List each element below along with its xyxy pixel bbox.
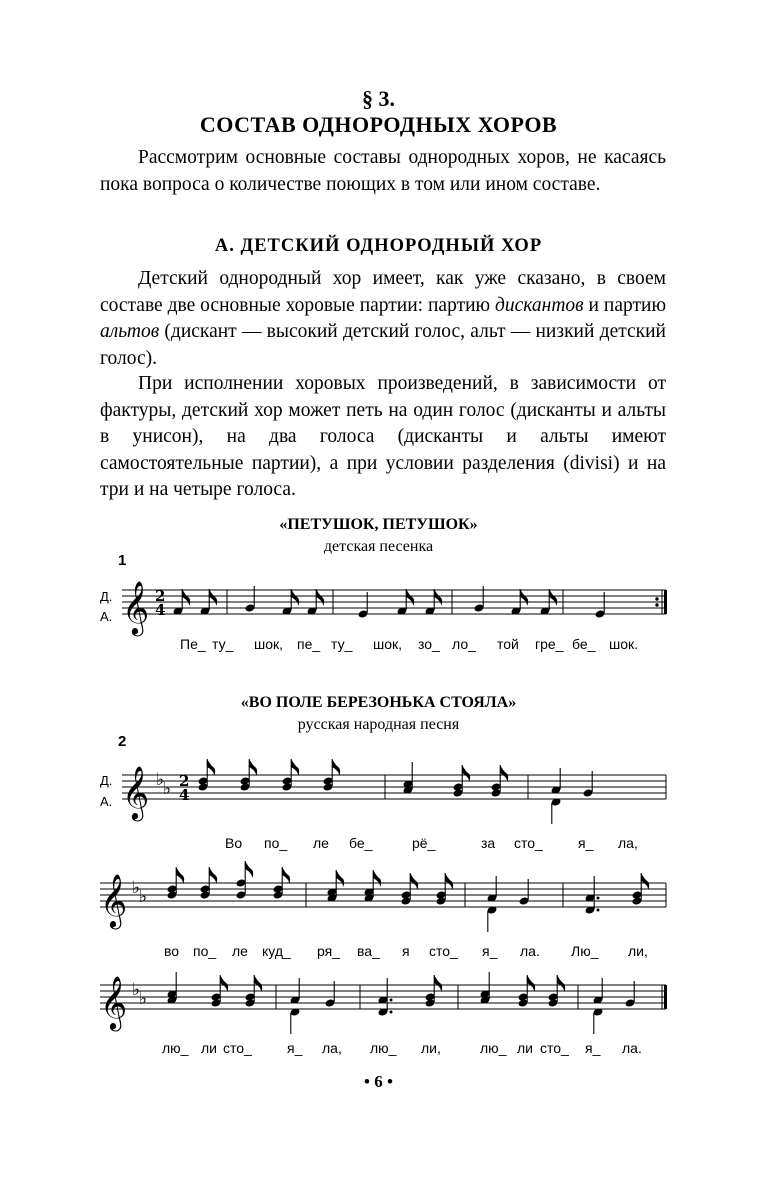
- lyric: ла.: [520, 943, 540, 959]
- lyric: лю_: [162, 1040, 189, 1056]
- voice-label-d: Д.: [100, 589, 113, 604]
- treble-clef-icon: 𝄞: [100, 975, 128, 1029]
- section-title: СОСТАВ ОДНОРОДНЫХ ХОРОВ: [199, 112, 558, 137]
- treble-clef-icon: 𝄞: [122, 765, 150, 819]
- time-signature: 4: [179, 786, 190, 804]
- lyric: Во: [225, 835, 243, 851]
- voice-label-a: А.: [100, 609, 113, 624]
- lyric: лю_: [370, 1040, 397, 1056]
- note-flag: [500, 765, 508, 782]
- treble-clef-icon: 𝄞: [122, 580, 150, 634]
- repeat-dot: [655, 597, 658, 600]
- lyric: ту_: [212, 636, 234, 652]
- augmentation-dot: [390, 999, 393, 1002]
- term-alto: альтов: [100, 321, 160, 342]
- example-1-title: «ПЕТУШОК, ПЕТУШОК»: [279, 516, 478, 533]
- lyric: сто_: [514, 835, 543, 851]
- note-flag: [220, 975, 228, 992]
- note-flag: [520, 589, 528, 606]
- note-flag: [434, 975, 442, 992]
- note-flag: [209, 589, 217, 606]
- note-flag: [641, 873, 649, 890]
- lyric: ва_: [357, 943, 380, 959]
- lyric: зо_: [418, 636, 440, 652]
- note-flag: [373, 870, 381, 887]
- lyric: ле: [232, 943, 248, 959]
- repeat-dot: [655, 603, 658, 606]
- flat-sign: ♭: [156, 770, 165, 790]
- example-1-number: 1: [118, 552, 127, 569]
- note-flag: [557, 975, 565, 992]
- note-flag: [549, 589, 557, 606]
- note-flag: [291, 589, 299, 606]
- augmentation-dot: [597, 897, 600, 900]
- note-flag: [245, 861, 253, 878]
- time-signature: 2: [155, 587, 166, 605]
- note-flag: [282, 867, 290, 884]
- lyric: ла,: [322, 1040, 342, 1056]
- lyric: за: [481, 835, 496, 851]
- lyric: пе_: [297, 636, 321, 652]
- lyric: я: [402, 943, 410, 959]
- term-discant: дискантов: [495, 294, 584, 316]
- lyric: шок.: [609, 636, 639, 652]
- intro-text: Рассмотрим основные составы однородных хоров, не касаясь пока вопроса о количестве поющих в том или ином составе.: [100, 147, 666, 195]
- lyric: сто_: [429, 943, 458, 959]
- lyric: ли: [201, 1040, 217, 1056]
- section-number: § 3.: [362, 86, 395, 111]
- note-flag: [445, 873, 453, 890]
- example-1-subtitle: детская песенка: [323, 538, 434, 555]
- lyric: во: [164, 943, 180, 959]
- lyric: ли,: [421, 1040, 441, 1056]
- lyric: бе_: [349, 835, 373, 851]
- lyric: куд_: [262, 943, 291, 959]
- note-flag: [209, 867, 217, 884]
- lyric: Лю_: [571, 943, 599, 959]
- time-signature: 4: [155, 601, 166, 619]
- subsection-title: А. ДЕТСКИЙ ОДНОРОДНЫЙ ХОР: [214, 236, 543, 256]
- flat-sign: ♭: [139, 989, 148, 1009]
- note-flag: [332, 759, 340, 776]
- note-flag: [406, 589, 414, 606]
- paragraph-2: При исполнении хоровых произведений, в зависимости от фактуры, детский хор может петь на один голос (дисканты и альты в унисон), на два голоса (дисканты и альты имеют самостоятельные партии), а при условии разделения (divisi) и на три и на четыре голоса.: [100, 373, 666, 500]
- note-flag: [336, 870, 344, 887]
- paragraph-1: Детский однородный хор имеет, как уже сказано, в своем составе две основные хоровые партии: партию дискантов и партию альтов (дискант — высокий детский голос, альт — низкий детский голос).: [100, 268, 667, 369]
- lyric: я_: [578, 835, 594, 851]
- lyric: рё_: [412, 835, 436, 851]
- lyric: я_: [482, 943, 498, 959]
- lyric: шок,: [373, 636, 403, 652]
- lyric: ря_: [317, 943, 340, 959]
- lyric: ло_: [452, 636, 476, 652]
- example-2-title: «ВО ПОЛЕ БЕРЕЗОНЬКА СТОЯЛА»: [240, 694, 517, 711]
- lyric: шок,: [254, 636, 284, 652]
- lyric: той: [497, 636, 519, 652]
- voice-label-d: Д.: [100, 773, 113, 788]
- lyric: ле: [313, 835, 329, 851]
- treble-clef-icon: 𝄞: [100, 873, 128, 927]
- note-flag: [249, 759, 257, 776]
- lyric: ту_: [331, 636, 353, 652]
- lyric: ла.: [622, 1040, 642, 1056]
- note-flag: [316, 589, 324, 606]
- augmentation-dot: [390, 1011, 393, 1014]
- page-number: • 6 •: [364, 1072, 393, 1091]
- lyric: я_: [585, 1040, 601, 1056]
- lyric: ли: [517, 1040, 533, 1056]
- lyric: ли,: [628, 943, 648, 959]
- note-flag: [434, 589, 442, 606]
- voice-label-a: А.: [100, 794, 113, 809]
- note-flag: [527, 975, 535, 992]
- lyric: гре_: [535, 636, 564, 652]
- note-flag: [410, 873, 418, 890]
- lyric: бе_: [572, 636, 596, 652]
- example-2-subtitle: русская народная песня: [297, 716, 460, 733]
- note-flag: [176, 867, 184, 884]
- lyric: ла,: [618, 835, 638, 851]
- lyric: я_: [287, 1040, 303, 1056]
- note-flag: [207, 759, 215, 776]
- time-signature: 2: [179, 772, 190, 790]
- note-flag: [254, 975, 262, 992]
- final-bar-line: [664, 985, 667, 1009]
- example-2-number: 2: [118, 733, 127, 750]
- lyric: по_: [264, 835, 288, 851]
- lyric: сто_: [223, 1040, 252, 1056]
- augmentation-dot: [597, 909, 600, 912]
- flat-sign: ♭: [132, 878, 141, 898]
- flat-sign: ♭: [139, 887, 148, 907]
- note-flag: [462, 765, 470, 782]
- note-flag: [291, 759, 299, 776]
- flat-sign: ♭: [132, 980, 141, 1000]
- lyric: лю_: [480, 1040, 507, 1056]
- final-bar-line: [664, 590, 667, 614]
- lyric: Пе_: [180, 636, 206, 652]
- note-flag: [182, 589, 190, 606]
- flat-sign: ♭: [163, 779, 172, 799]
- lyric: сто_: [540, 1040, 569, 1056]
- lyric: по_: [193, 943, 217, 959]
